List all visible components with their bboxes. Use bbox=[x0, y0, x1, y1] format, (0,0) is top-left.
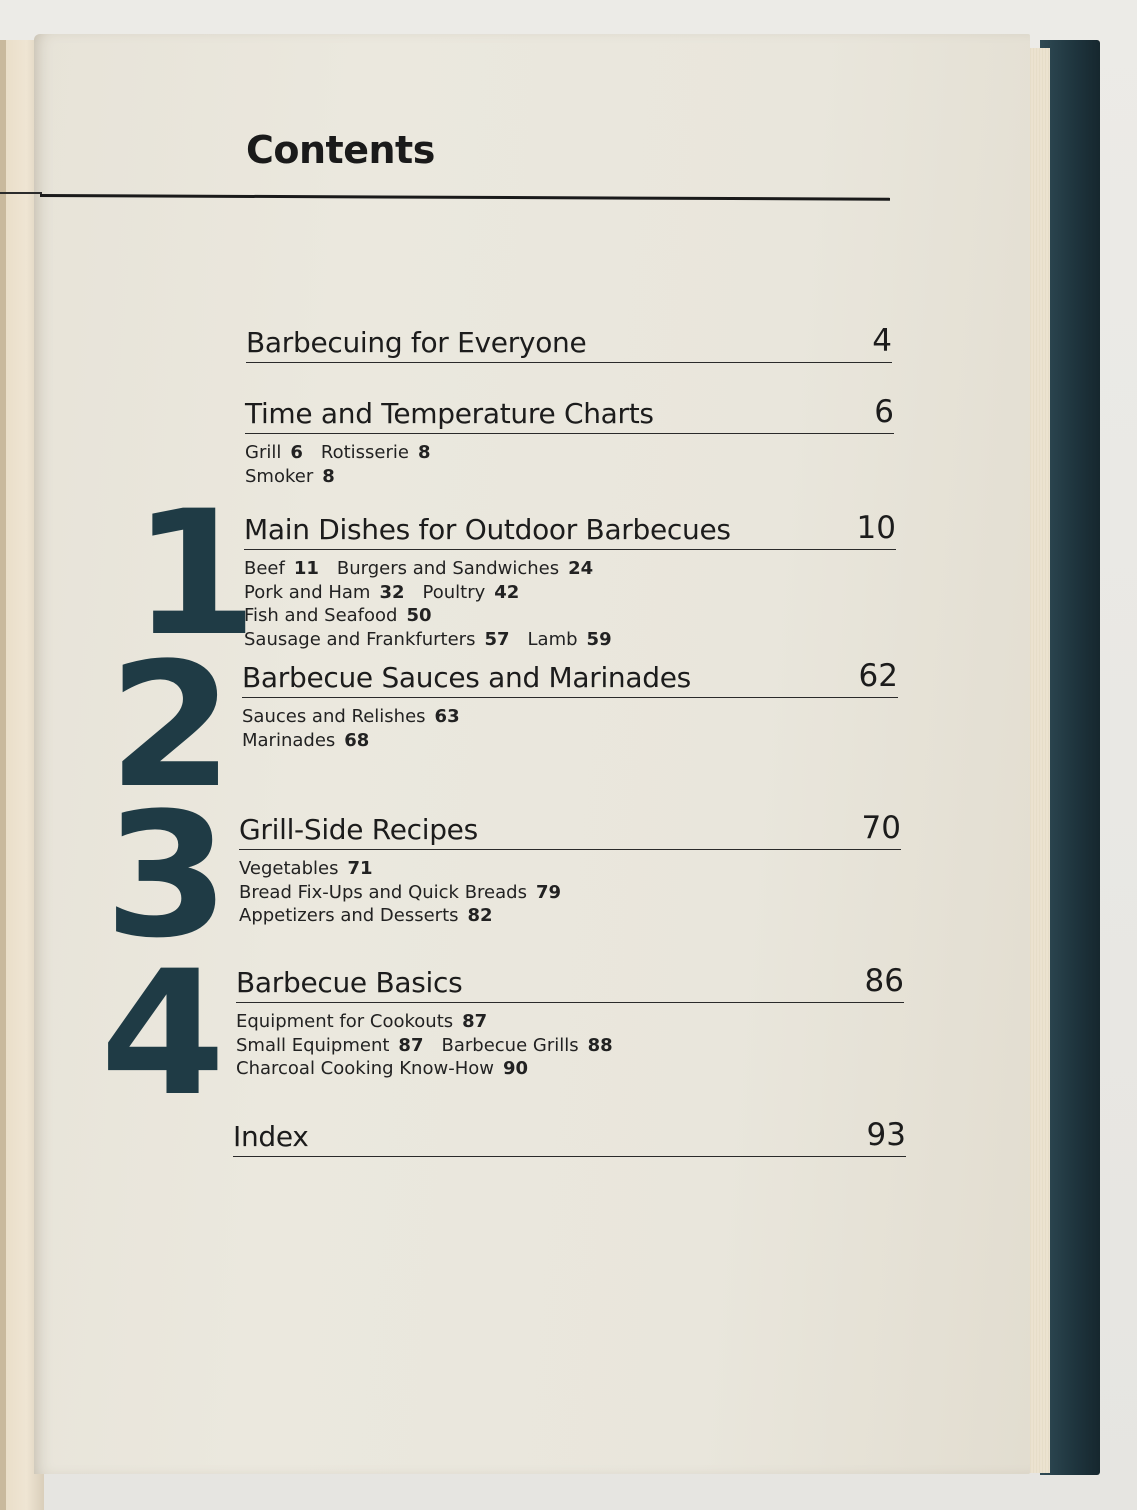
toc-subsection-page-number: 88 bbox=[587, 1034, 613, 1056]
toc-subsection-line bbox=[239, 857, 901, 881]
toc-subsection-list bbox=[245, 441, 894, 488]
toc-subsection-item[interactable] bbox=[244, 604, 432, 628]
toc-subsection-item[interactable] bbox=[239, 881, 561, 905]
toc-entry-heading bbox=[246, 322, 892, 363]
toc-subsection-list bbox=[239, 857, 901, 928]
toc-subsection-page-number: 11 bbox=[293, 558, 319, 579]
toc-entry-heading bbox=[242, 657, 898, 698]
toc-entry-index[interactable] bbox=[233, 1116, 906, 1157]
toc-subsection-item[interactable] bbox=[244, 581, 405, 605]
toc-subsection-page-number: 8 bbox=[322, 465, 335, 487]
toc-subsection-item[interactable] bbox=[423, 581, 520, 605]
toc-entry-page-number: 62 bbox=[858, 658, 898, 694]
chapter-number-4: 4 bbox=[100, 933, 226, 1134]
toc-subsection-item[interactable] bbox=[236, 1057, 528, 1081]
toc-subsection-page-number: 50 bbox=[406, 605, 432, 626]
toc-subsection-line bbox=[236, 1010, 904, 1034]
toc-subsection-label: Bread Fix-Ups and Quick Breads bbox=[239, 881, 527, 903]
toc-entry-title: Barbecuing for Everyone bbox=[246, 326, 587, 359]
toc-subsection-line bbox=[236, 1057, 904, 1081]
toc-subsection-label: Equipment for Cookouts bbox=[236, 1011, 454, 1032]
toc-entry-title: Main Dishes for Outdoor Barbecues bbox=[244, 513, 731, 546]
toc-entry-title: Barbecue Basics bbox=[236, 966, 463, 999]
toc-subsection-label: Barbecue Grills bbox=[441, 1034, 579, 1056]
toc-subsection-label: Marinades bbox=[242, 729, 336, 751]
toc-subsection-label: Burgers and Sandwiches bbox=[336, 558, 560, 579]
left-page-rule bbox=[0, 192, 42, 194]
toc-subsection-label: Small Equipment bbox=[236, 1034, 390, 1056]
toc-entry-page-number: 70 bbox=[861, 810, 901, 846]
toc-subsection-item[interactable] bbox=[236, 1010, 487, 1034]
toc-entry-barbecuing-for-everyone[interactable] bbox=[246, 322, 892, 363]
toc-subsection-page-number: 63 bbox=[434, 706, 460, 727]
toc-subsection-line bbox=[244, 628, 896, 652]
chapter-number-1: 1 bbox=[132, 473, 252, 674]
toc-entry-time-and-temperature-charts[interactable] bbox=[245, 393, 894, 488]
page-title: Contents bbox=[246, 128, 435, 172]
toc-entry-title: Barbecue Sauces and Marinades bbox=[242, 661, 691, 694]
toc-subsection-page-number: 71 bbox=[347, 858, 373, 879]
toc-subsection-label: Charcoal Cooking Know-How bbox=[236, 1058, 494, 1079]
toc-subsection-label: Vegetables bbox=[239, 858, 339, 879]
toc-subsection-item[interactable] bbox=[236, 1034, 423, 1058]
toc-entry-heading bbox=[236, 962, 904, 1003]
toc-entry-page-number: 6 bbox=[874, 394, 894, 430]
toc-subsection-label: Pork and Ham bbox=[244, 581, 371, 603]
toc-entry-heading bbox=[244, 509, 896, 550]
toc-subsection-item[interactable] bbox=[244, 628, 510, 652]
toc-subsection-line bbox=[239, 881, 901, 905]
toc-subsection-item[interactable] bbox=[242, 729, 369, 753]
toc-subsection-list bbox=[242, 705, 898, 752]
toc-subsection-page-number: 24 bbox=[568, 558, 594, 579]
toc-subsection-page-number: 79 bbox=[535, 881, 562, 903]
toc-subsection-page-number: 82 bbox=[467, 905, 493, 926]
toc-subsection-label: Smoker bbox=[245, 465, 314, 487]
toc-subsection-page-number: 8 bbox=[417, 442, 431, 463]
toc-subsection-line bbox=[244, 604, 896, 628]
toc-subsection-item[interactable] bbox=[337, 557, 593, 581]
toc-subsection-label: Beef bbox=[244, 558, 285, 579]
toc-subsection-line bbox=[236, 1034, 904, 1058]
toc-entry-page-number: 4 bbox=[872, 323, 892, 359]
toc-entry-heading bbox=[233, 1116, 906, 1157]
chapter-number-3: 3 bbox=[104, 775, 230, 976]
toc-subsection-page-number: 90 bbox=[502, 1058, 529, 1079]
toc-entry-sauces-and-marinades[interactable] bbox=[242, 657, 898, 752]
chapter-number-2: 2 bbox=[108, 625, 234, 826]
toc-subsection-item[interactable] bbox=[242, 705, 460, 729]
toc-subsection-line bbox=[244, 557, 896, 581]
toc-entry-title: Grill-Side Recipes bbox=[239, 813, 478, 846]
toc-subsection-item[interactable] bbox=[245, 441, 303, 465]
toc-subsection-label: Poultry bbox=[422, 581, 486, 603]
toc-subsection-item[interactable] bbox=[245, 465, 335, 489]
toc-subsection-line bbox=[245, 465, 894, 489]
toc-subsection-label: Lamb bbox=[527, 628, 578, 650]
toc-entry-barbecue-basics[interactable] bbox=[236, 962, 904, 1081]
toc-subsection-page-number: 57 bbox=[484, 628, 510, 650]
toc-subsection-item[interactable] bbox=[528, 628, 612, 652]
toc-entry-heading bbox=[245, 393, 894, 434]
toc-subsection-line bbox=[244, 581, 896, 605]
toc-subsection-label: Rotisserie bbox=[320, 442, 409, 463]
toc-entry-heading bbox=[239, 809, 901, 850]
toc-entry-page-number: 10 bbox=[856, 510, 896, 546]
toc-subsection-label: Sauces and Relishes bbox=[242, 706, 426, 727]
toc-entry-page-number: 86 bbox=[864, 963, 904, 999]
toc-subsection-line bbox=[242, 705, 898, 729]
left-page-binding bbox=[0, 40, 6, 1510]
toc-subsection-page-number: 87 bbox=[462, 1011, 488, 1032]
toc-subsection-label: Sausage and Frankfurters bbox=[244, 628, 476, 650]
toc-subsection-list bbox=[236, 1010, 904, 1081]
toc-subsection-item[interactable] bbox=[441, 1034, 612, 1058]
toc-subsection-list bbox=[244, 557, 896, 651]
toc-subsection-line bbox=[239, 904, 901, 928]
toc-subsection-page-number: 42 bbox=[494, 581, 520, 603]
toc-subsection-line bbox=[245, 441, 894, 465]
toc-entry-main-dishes[interactable] bbox=[244, 509, 896, 651]
toc-entry-page-number: 93 bbox=[866, 1117, 906, 1153]
toc-subsection-page-number: 6 bbox=[290, 442, 303, 463]
toc-entry-title: Time and Temperature Charts bbox=[245, 397, 654, 430]
toc-subsection-item[interactable] bbox=[239, 857, 373, 881]
toc-subsection-page-number: 68 bbox=[344, 729, 370, 751]
toc-subsection-label: Grill bbox=[245, 442, 282, 463]
toc-subsection-page-number: 32 bbox=[379, 581, 405, 603]
toc-subsection-page-number: 87 bbox=[398, 1034, 424, 1056]
toc-entry-title: Index bbox=[233, 1120, 309, 1153]
toc-subsection-item[interactable] bbox=[321, 441, 431, 465]
toc-subsection-item[interactable] bbox=[239, 904, 493, 928]
toc-subsection-page-number: 59 bbox=[586, 628, 612, 650]
toc-entry-grill-side-recipes[interactable] bbox=[239, 809, 901, 928]
toc-subsection-item[interactable] bbox=[244, 557, 319, 581]
toc-subsection-label: Fish and Seafood bbox=[244, 605, 398, 626]
toc-subsection-label: Appetizers and Desserts bbox=[239, 905, 459, 926]
toc-subsection-line bbox=[242, 729, 898, 753]
